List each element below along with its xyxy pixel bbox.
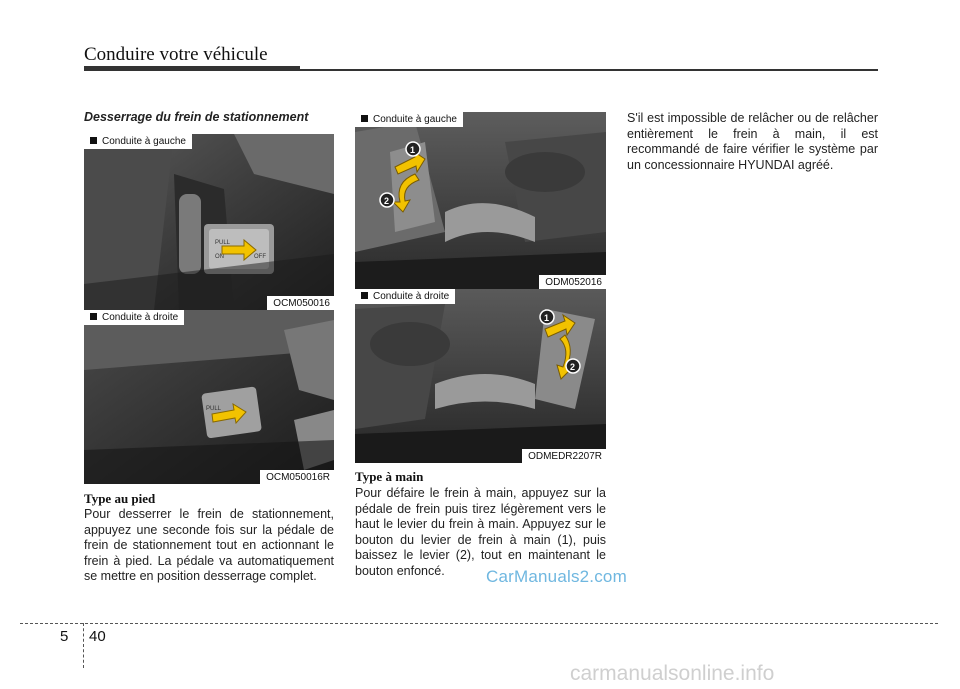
page-header-title: Conduire votre véhicule [84, 44, 268, 65]
carmanuals-watermark: CarManuals2.com [486, 567, 627, 586]
pedal-label-top: PULL [206, 406, 222, 412]
footer-rule [20, 623, 938, 624]
figure-tag: Conduite à droite [355, 289, 455, 304]
foot-type-heading: Type au pied [84, 491, 156, 506]
figure-foot-brake-lhd [84, 134, 334, 310]
hand-type-text: Pour défaire le frein à main, appuyez sur la pédale de frein puis tirez légèrement vers le haut le levier du frein à main. Appuyez sur le bouton du levier de frein à main (1), puis baissez le levier (2), tout en maintenant le bouton enfoncé. [355, 486, 606, 578]
figure-foot-brake-rhd [84, 310, 334, 484]
square-bullet-icon [90, 137, 97, 144]
hand-type-heading: Type à main [355, 469, 424, 484]
hand-brake-rhd-illustration [355, 289, 606, 463]
hand-brake-lhd-illustration [355, 112, 606, 289]
figure-tag: Conduite à gauche [355, 112, 463, 127]
figure-hand-brake-rhd [355, 289, 606, 463]
square-bullet-icon [361, 292, 368, 299]
figure-code: OCM050016R [260, 470, 334, 484]
figure-hand-brake-lhd [355, 112, 606, 289]
pedal-label-top: PULL [215, 240, 231, 246]
svg-text:1: 1 [410, 145, 416, 155]
svg-text:2: 2 [384, 196, 390, 206]
figure-code: ODM052016 [539, 275, 606, 289]
section-heading: Desserrage du frein de stationnement [84, 110, 309, 124]
header-rule [300, 69, 878, 71]
foot-type-text: Pour desserrer le frein de stationnement, appuyez une seconde fois sur la pédale de frein de stationnement tout en actionnant le frein à pied. La pédale va automatiquement se mettre en position desserrage complet. [84, 507, 334, 583]
square-bullet-icon [90, 313, 97, 320]
foot-brake-lhd-illustration [84, 134, 334, 310]
footer-divider [83, 623, 84, 668]
svg-text:2: 2 [570, 362, 576, 372]
pedal-label-on: ON [215, 254, 224, 260]
site-watermark: carmanualsonline.info [570, 662, 775, 685]
figure-tag: Conduite à droite [84, 310, 184, 325]
foot-brake-rhd-illustration [84, 310, 334, 484]
square-bullet-icon [361, 115, 368, 122]
figure-tag: Conduite à gauche [84, 134, 192, 149]
svg-text:1: 1 [544, 313, 550, 323]
pedal-label-off: OFF [254, 254, 266, 260]
figure-code: ODMEDR2207R [522, 449, 606, 463]
chapter-number: 5 [60, 628, 69, 645]
warning-note-text: S'il est impossible de relâcher ou de relâcher entièrement le frein à main, il est recommandé de faire vérifier le système par un concessionnaire HYUNDAI agréé. [627, 111, 878, 172]
figure-code: OCM050016 [267, 296, 334, 310]
header-bar [84, 66, 300, 71]
page-number: 40 [89, 628, 106, 645]
